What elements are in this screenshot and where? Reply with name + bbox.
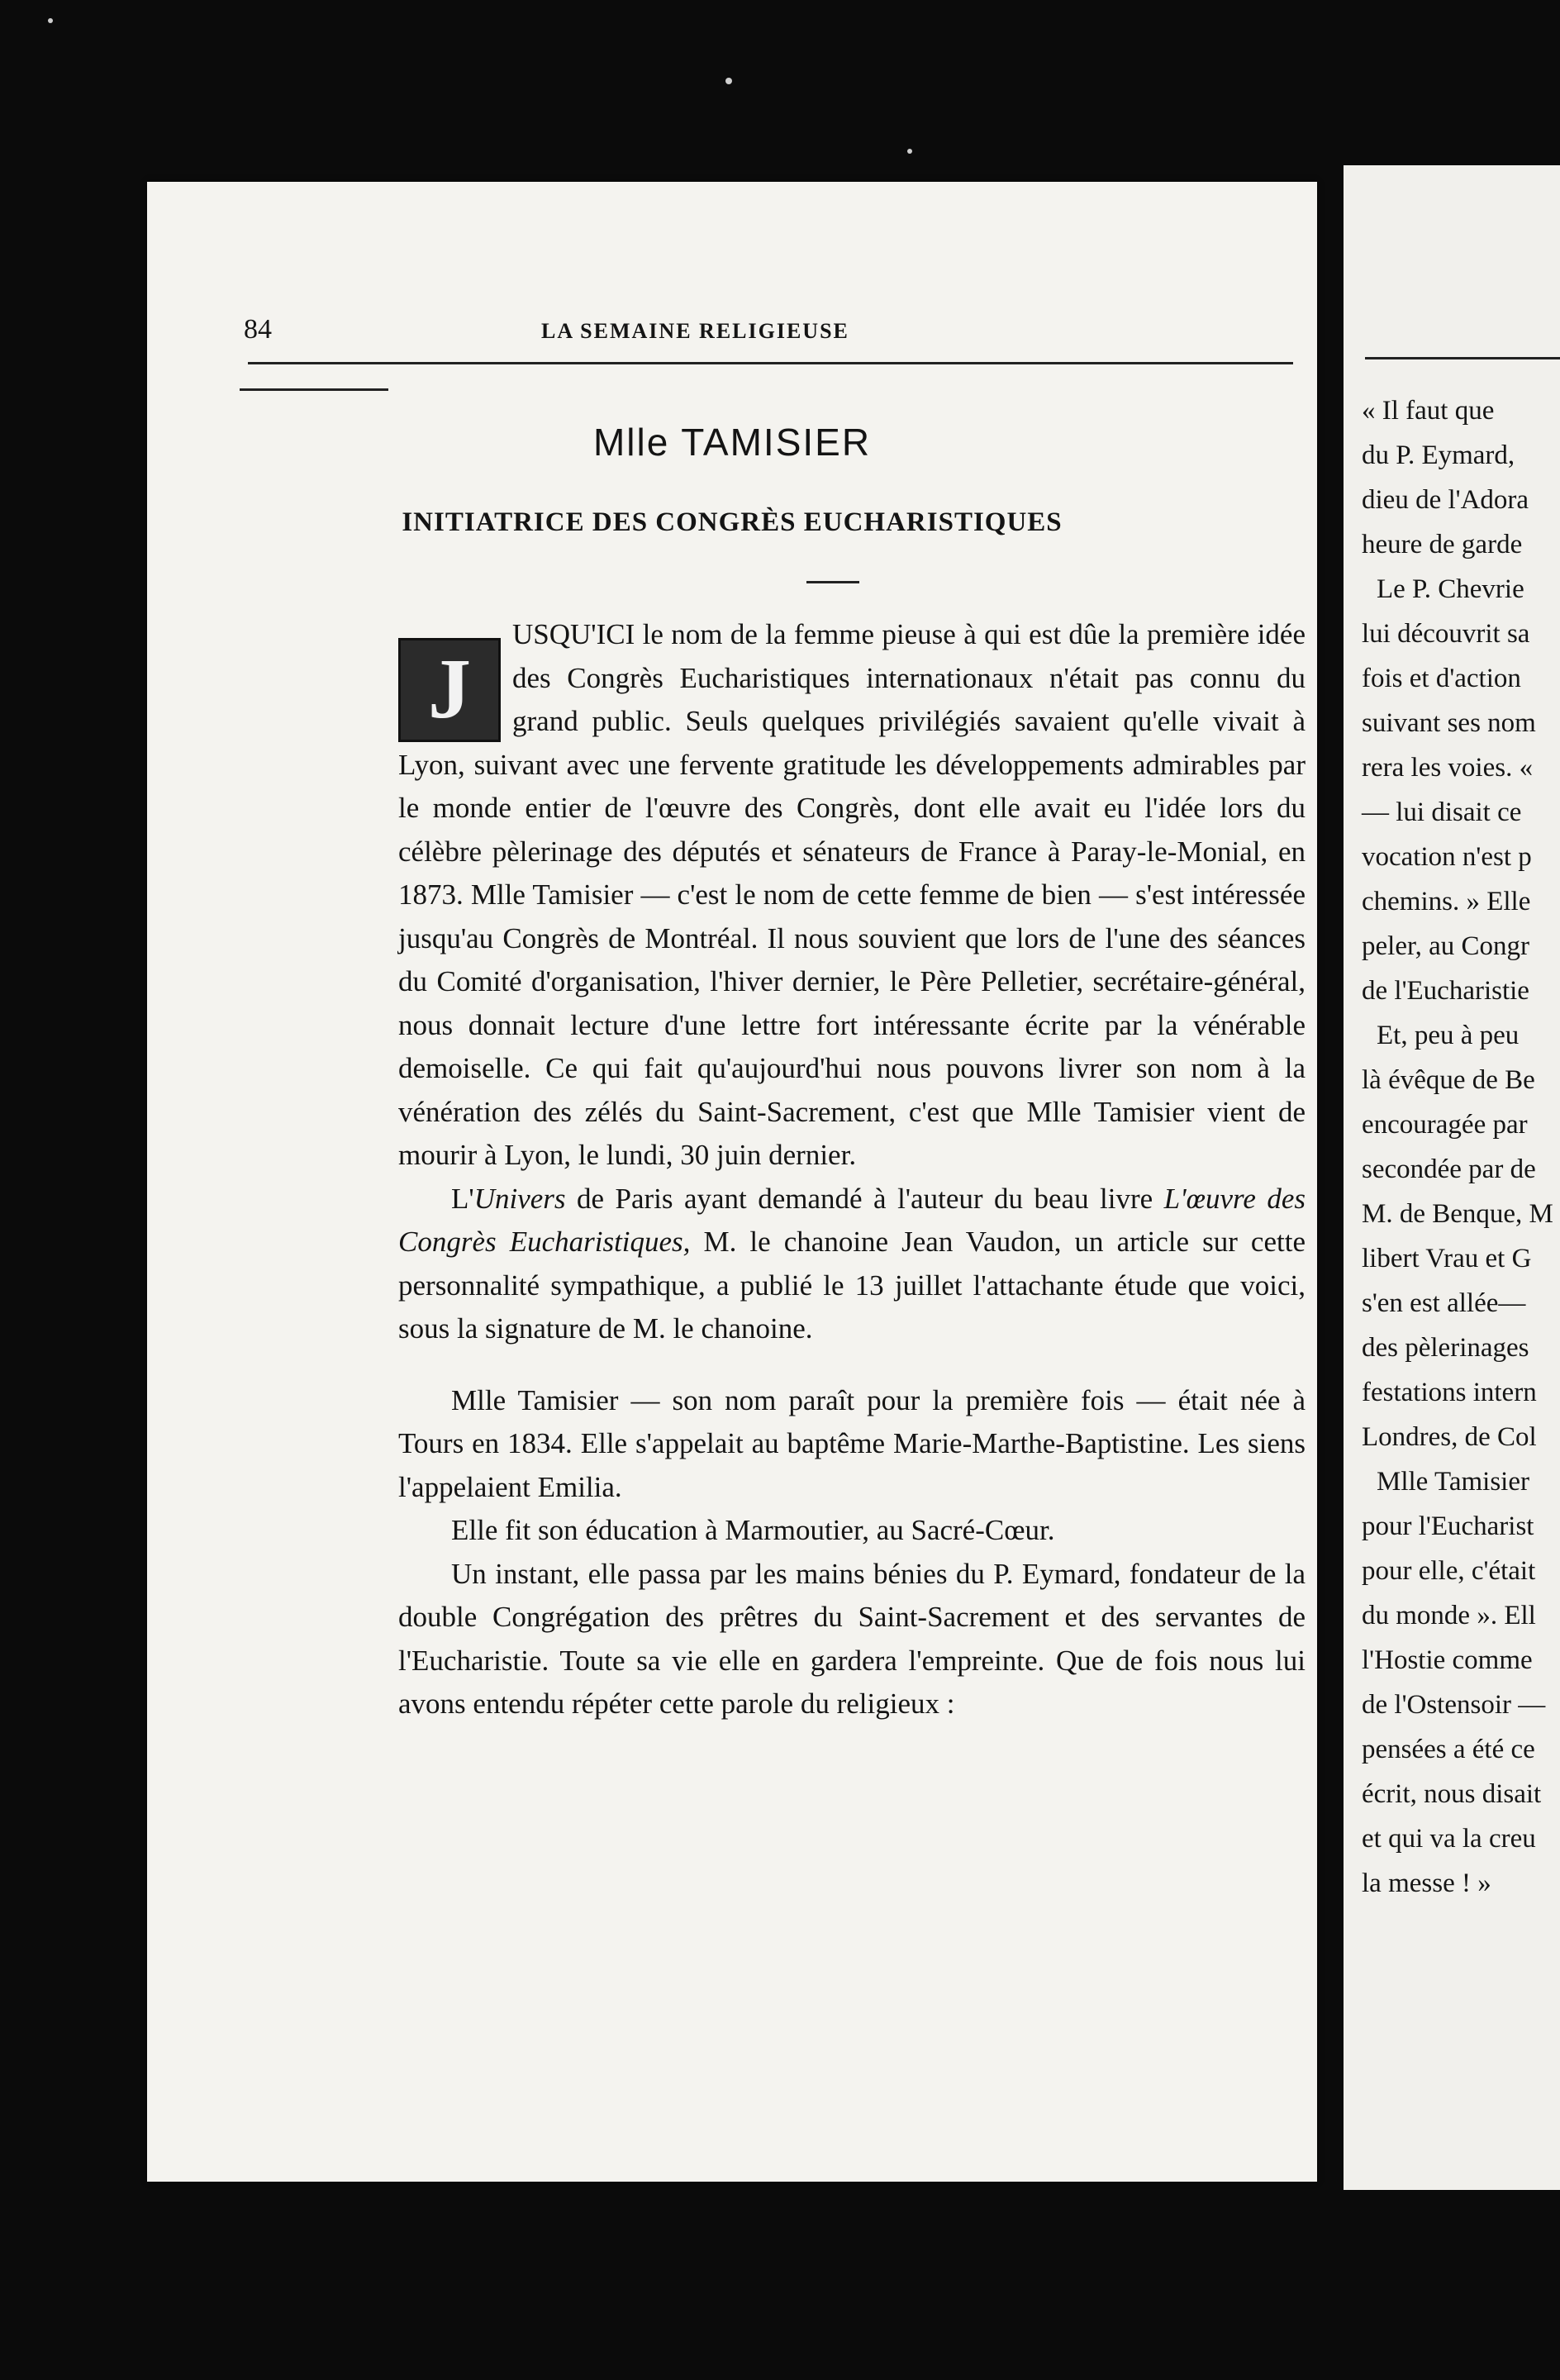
right-page-line: suivant ses nom	[1362, 708, 1536, 738]
right-page-line: la messe ! »	[1362, 1868, 1491, 1898]
newspaper-title: Univers	[473, 1182, 566, 1215]
page-header	[244, 312, 1293, 359]
right-page-line: libert Vrau et G	[1362, 1244, 1532, 1273]
right-page-line: vocation n'est p	[1362, 842, 1532, 872]
right-page-line: de l'Eucharistie	[1362, 976, 1529, 1006]
running-head: LA SEMAINE RELIGIEUSE	[541, 319, 849, 343]
right-page-line: festations intern	[1362, 1378, 1537, 1407]
right-page-line: s'en est allée—	[1362, 1288, 1526, 1318]
right-page-line: Londres, de Col	[1362, 1422, 1537, 1452]
title-separator	[806, 581, 859, 583]
dust-speck	[48, 18, 53, 23]
paragraph-2-prefix: L'	[451, 1182, 474, 1215]
right-page-line: Le P. Chevrie	[1377, 574, 1524, 604]
paragraph-2	[398, 1178, 1306, 1351]
right-page-line: l'Hostie comme	[1362, 1645, 1533, 1675]
header-rule	[248, 362, 1293, 364]
right-page-line: secondée par de	[1362, 1154, 1536, 1184]
right-page-line: « Il faut que	[1362, 396, 1495, 426]
right-page-line: lui découvrit sa	[1362, 619, 1530, 649]
dropcap-initial: J	[398, 638, 501, 742]
paragraph-1-text: USQU'ICI le nom de la femme pieuse à qui est dûe la première idée des Congrès Eucharistiques internationaux n'était pas connu du grand public. Seuls quelques privilégiés savaient qu'elle vivait à Lyon, suivant avec une fervente gratitude les développements admirables par le monde entier de l'œuvre des Congrès, dont elle avait eu l'idée lors du célèbre pèlerinage des députés et sénateurs de France à Paray-le-Monial, en 1873. Mlle Tamisier — c'est le nom de cette femme de bien — s'est intéressée jusqu'au Congrès de Montréal. Il nous souvient que lors de l'une des séances du Comité d'organisation, l'hiver dernier, le Père Pelletier, secrétaire-général, nous donnait lecture d'une lettre fort intéressante écrite par la vénérable demoiselle. Ce qui fait qu'aujourd'hui nous pouvons livrer son nom à la vénération des zélés du Saint-Sacrement, c'est que Mlle Tamisier vient de mourir à Lyon, le lundi, 30 juin dernier.	[398, 618, 1306, 1171]
right-page-line: pour l'Eucharist	[1362, 1511, 1534, 1541]
right-page-line: pour elle, c'était	[1362, 1556, 1536, 1586]
right-page-line: fois et d'action	[1362, 664, 1521, 693]
right-page-line: Et, peu à peu	[1377, 1021, 1520, 1050]
right-page-line: peler, au Congr	[1362, 931, 1530, 961]
section-gap	[398, 1351, 1306, 1379]
page-number: 84	[244, 314, 272, 345]
right-page-line: écrit, nous disait	[1362, 1779, 1542, 1809]
book-title: L'œuvre des Congrès Eucharistiques,	[398, 1182, 1306, 1258]
right-page-line: dieu de l'Adora	[1362, 485, 1529, 515]
right-page-line: encouragée par	[1362, 1110, 1528, 1140]
right-page-line: de l'Ostensoir —	[1362, 1690, 1546, 1720]
right-page-line: pensées a été ce	[1362, 1735, 1535, 1764]
right-header-rule	[1365, 357, 1560, 359]
dust-speck	[725, 78, 732, 84]
paragraph-2-mid: de Paris ayant demandé à l'auteur du beau livre	[565, 1182, 1164, 1215]
right-page-line: chemins. » Elle	[1362, 887, 1531, 916]
article-title: Mlle TAMISIER	[592, 421, 872, 464]
right-page-line: heure de garde	[1362, 530, 1523, 559]
paragraph-5: Un instant, elle passa par les mains bénies du P. Eymard, fondateur de la double Congrégation des prêtres du Saint-Sacrement et des servantes de l'Eucharistie. Toute sa vie elle en gardera l'empreinte. Que de fois nous lui avons entendu répéter cette parole du religieux :	[398, 1557, 1306, 1720]
paragraph-3: Mlle Tamisier — son nom paraît pour la première fois — était née à Tours en 1834. Elle s'appelait au baptême Marie-Marthe-Baptistine. Les siens l'appelaient Emilia.	[398, 1383, 1306, 1503]
right-page-line: là évêque de Be	[1362, 1065, 1535, 1095]
right-page-line: Mlle Tamisier	[1377, 1467, 1529, 1497]
right-page-line: rera les voies. «	[1362, 753, 1534, 783]
paragraph-2-suffix: M. le chanoine Jean Vaudon, un article sur cette personnalité sympathique, a publié le 13 juillet l'attachante étude que voici, sous la signature de M. le chanoine.	[398, 1226, 1306, 1345]
article-body	[398, 613, 1306, 1726]
dust-speck	[907, 149, 912, 154]
header-rule-stub	[240, 388, 388, 391]
right-page-line: du monde ». Ell	[1362, 1601, 1536, 1630]
right-page-line: M. de Benque, M	[1362, 1199, 1553, 1229]
right-page-line: — lui disait ce	[1362, 797, 1522, 827]
paragraph-4: Elle fit son éducation à Marmoutier, au Sacré-Cœur.	[451, 1514, 1055, 1546]
right-page-line: du P. Eymard,	[1362, 440, 1515, 470]
right-page-text	[1362, 388, 1560, 1906]
article-subtitle: INITIATRICE DES CONGRÈS EUCHARISTIQUES	[402, 507, 1063, 537]
right-page-line: des pèlerinages	[1362, 1333, 1529, 1363]
right-page-line: et qui va la creu	[1362, 1824, 1536, 1854]
paragraph-1	[398, 613, 1306, 1178]
